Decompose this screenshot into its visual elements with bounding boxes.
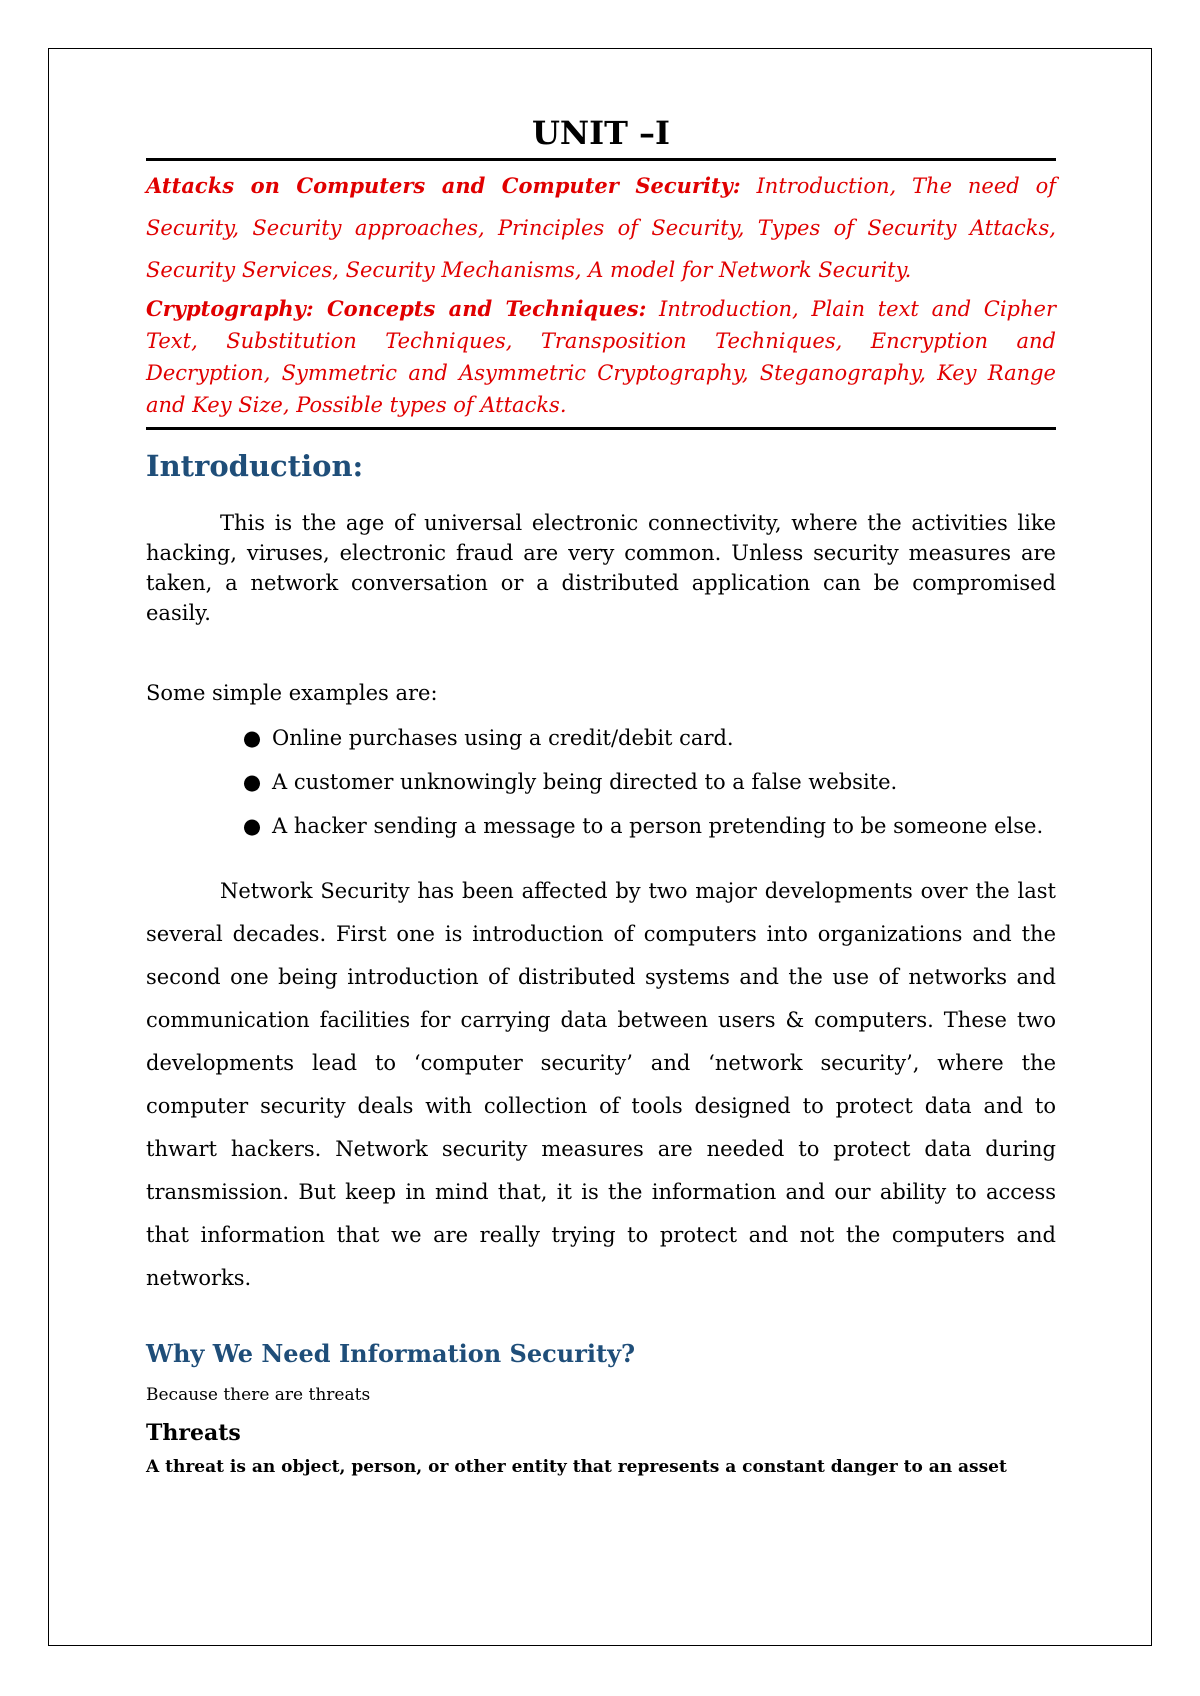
list-item [146, 804, 1056, 848]
syllabus-label-cryptography: Cryptography: Concepts and Techniques: [146, 296, 647, 321]
syllabus-block [146, 165, 1056, 421]
because-line: Because there are threats [146, 1385, 371, 1405]
list-item [146, 760, 1056, 804]
example-text: Online purchases using a credit/debit card. [272, 726, 734, 750]
top-rule [146, 158, 1056, 161]
syllabus-label-attacks: Attacks on Computers and Computer Security: [146, 173, 741, 198]
examples-intro: Some simple examples are: [146, 681, 438, 705]
unit-title: UNIT –I [531, 114, 671, 152]
list-item [146, 716, 1056, 760]
intro-paragraph: This is the age of universal electronic connectivity, where the activities like hacking, viruses, electronic fraud are very common. Unless security measures are taken, a network conversation or a distributed application can be compromised easily. [146, 511, 1056, 625]
example-text: A hacker sending a message to a person pretending to be someone else. [272, 814, 1044, 838]
threats-definition: A threat is an object, person, or other entity that represents a constant danger to an asset [146, 1457, 1007, 1477]
network-security-paragraph: Network Security has been affected by two major developments over the last several decades. First one is introduction of computers into organizations and the second one being introduction of distributed systems and the use of networks and communication facilities for carrying data between users & computers. These two developments lead to ‘computer security’ and ‘network security’, where the computer security deals with collection of tools designed to protect data and to thwart hackers. Network security measures are needed to protect data during transmission. But keep in mind that, it is the information and our ability to access that information that we are really trying to protect and not the computers and networks. [146, 879, 1056, 1290]
examples-list [146, 716, 1056, 848]
page-content [146, 108, 1056, 1480]
introduction-heading: Introduction: [146, 449, 364, 483]
why-heading: Why We Need Information Security? [146, 1339, 636, 1368]
bullet-icon: ● [242, 814, 262, 838]
bottom-rule [146, 427, 1056, 430]
syllabus-section-attacks [146, 165, 1056, 291]
threats-heading: Threats [146, 1420, 241, 1446]
bullet-icon: ● [242, 726, 262, 750]
syllabus-text-cryptography: Introduction, Plain text and Cipher Text, Substitution Techniques, Transposition Techniques, Encryption and Decryption, Symmetric and Asymmetric Cryptography, Steganography, Key Range and Key Size, Possible types of Attacks. [146, 297, 1056, 417]
syllabus-text-attacks: Introduction, The need of Security, Security approaches, Principles of Security, Types of Security Attacks, Security Services, Security Mechanisms, A model for Network Security. [146, 174, 1056, 282]
syllabus-section-cryptography [146, 293, 1056, 421]
bullet-icon: ● [242, 770, 262, 794]
example-text: A customer unknowingly being directed to a false website. [272, 770, 898, 794]
